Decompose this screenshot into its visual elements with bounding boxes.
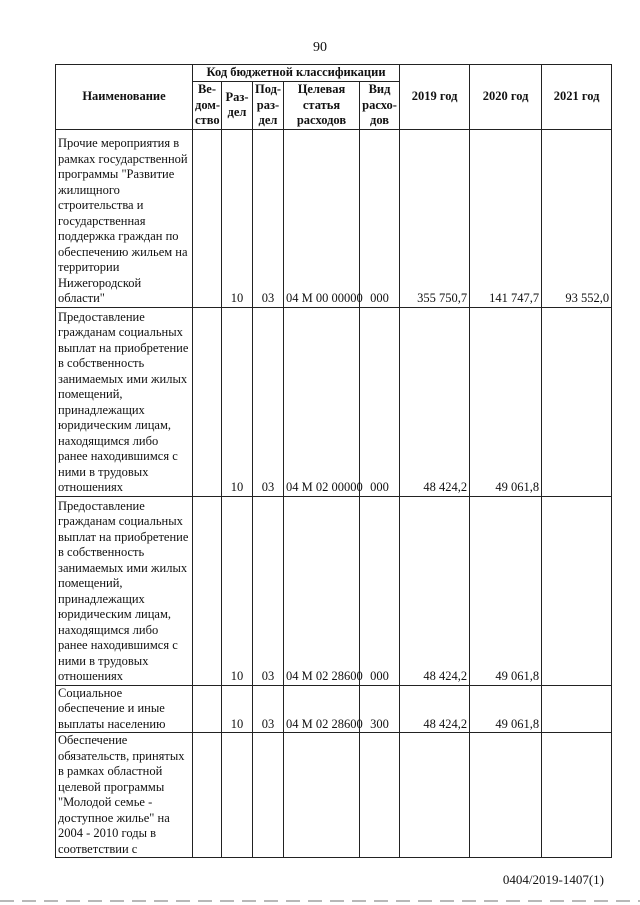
table-row — [56, 733, 612, 858]
row-2021: 93 552,0 — [542, 129, 612, 307]
header-podrazdel: Под-раз-дел — [253, 82, 284, 130]
row-name: Социальное обеспечение и иные выплаты населению — [56, 685, 193, 733]
row-podrazdel: 03 — [253, 496, 284, 685]
row-2020: 49 061,8 — [470, 685, 542, 733]
header-vid: Вид расхо-дов — [360, 82, 400, 130]
row-vedomstvo — [193, 307, 222, 496]
row-2020 — [470, 733, 542, 858]
row-podrazdel: 03 — [253, 307, 284, 496]
row-2021 — [542, 307, 612, 496]
header-target: Целевая статья расходов — [284, 82, 360, 130]
row-2020: 49 061,8 — [470, 307, 542, 496]
header-razdel: Раз-дел — [222, 82, 253, 130]
row-2019: 355 750,7 — [400, 129, 470, 307]
header-2019: 2019 год — [400, 65, 470, 130]
row-vid — [360, 733, 400, 858]
row-vid: 300 — [360, 685, 400, 733]
row-2021 — [542, 733, 612, 858]
budget-table — [55, 64, 612, 858]
page-number: 90 — [313, 40, 327, 55]
table-header — [56, 65, 612, 130]
row-2019: 48 424,2 — [400, 685, 470, 733]
row-vid: 000 — [360, 129, 400, 307]
row-target: 04 М 02 00000 — [284, 307, 360, 496]
row-2019: 48 424,2 — [400, 307, 470, 496]
row-2021 — [542, 685, 612, 733]
row-podrazdel — [253, 733, 284, 858]
table-row — [56, 307, 612, 496]
row-podrazdel: 03 — [253, 685, 284, 733]
row-2020: 141 747,7 — [470, 129, 542, 307]
row-podrazdel: 03 — [253, 129, 284, 307]
document-code: 0404/2019-1407(1) — [502, 872, 604, 887]
row-target: 04 М 02 28600 — [284, 496, 360, 685]
table-row — [56, 685, 612, 733]
row-2019: 48 424,2 — [400, 496, 470, 685]
row-name: Обеспечение обязательств, принятых в рамках областной целевой программы "Молодой семье - доступное жилье" на 2004 - 2010 годы в соответствии с — [56, 733, 193, 858]
row-vedomstvo — [193, 496, 222, 685]
row-name: Прочие мероприятия в рамках государственной программы "Развитие жилищного строительства и государственная поддержка граждан по обеспечению жильем на территории Нижегородской области" — [56, 129, 193, 307]
row-razdel: 10 — [222, 685, 253, 733]
row-name: Предоставление гражданам социальных выплат на приобретение в собственность занимаемых ими жилых помещений, принадлежащих юридическим лицам, находящимся либо ранее находившимся с ними в трудовых отношениях — [56, 496, 193, 685]
row-razdel — [222, 733, 253, 858]
row-vid: 000 — [360, 496, 400, 685]
row-vid: 000 — [360, 307, 400, 496]
row-razdel: 10 — [222, 129, 253, 307]
header-name: Наименование — [56, 65, 193, 130]
row-name: Предоставление гражданам социальных выплат на приобретение в собственность занимаемых ими жилых помещений, принадлежащих юридическим лицам, находящимся либо ранее находившимся с ними в трудовых отношениях — [56, 307, 193, 496]
header-2020: 2020 год — [470, 65, 542, 130]
header-vedomstvo: Ве-дом-ство — [193, 82, 222, 130]
row-target — [284, 733, 360, 858]
row-2020: 49 061,8 — [470, 496, 542, 685]
row-2021 — [542, 496, 612, 685]
row-vedomstvo — [193, 129, 222, 307]
header-budget-code-group: Код бюджетной классификации — [193, 65, 400, 82]
row-2019 — [400, 733, 470, 858]
row-razdel: 10 — [222, 307, 253, 496]
row-vedomstvo — [193, 733, 222, 858]
header-2021: 2021 год — [542, 65, 612, 130]
table-row — [56, 496, 612, 685]
row-target: 04 М 02 28600 — [284, 685, 360, 733]
row-target: 04 М 00 00000 — [284, 129, 360, 307]
row-vedomstvo — [193, 685, 222, 733]
table-row — [56, 129, 612, 307]
scan-artifact-line — [0, 900, 640, 902]
row-razdel: 10 — [222, 496, 253, 685]
